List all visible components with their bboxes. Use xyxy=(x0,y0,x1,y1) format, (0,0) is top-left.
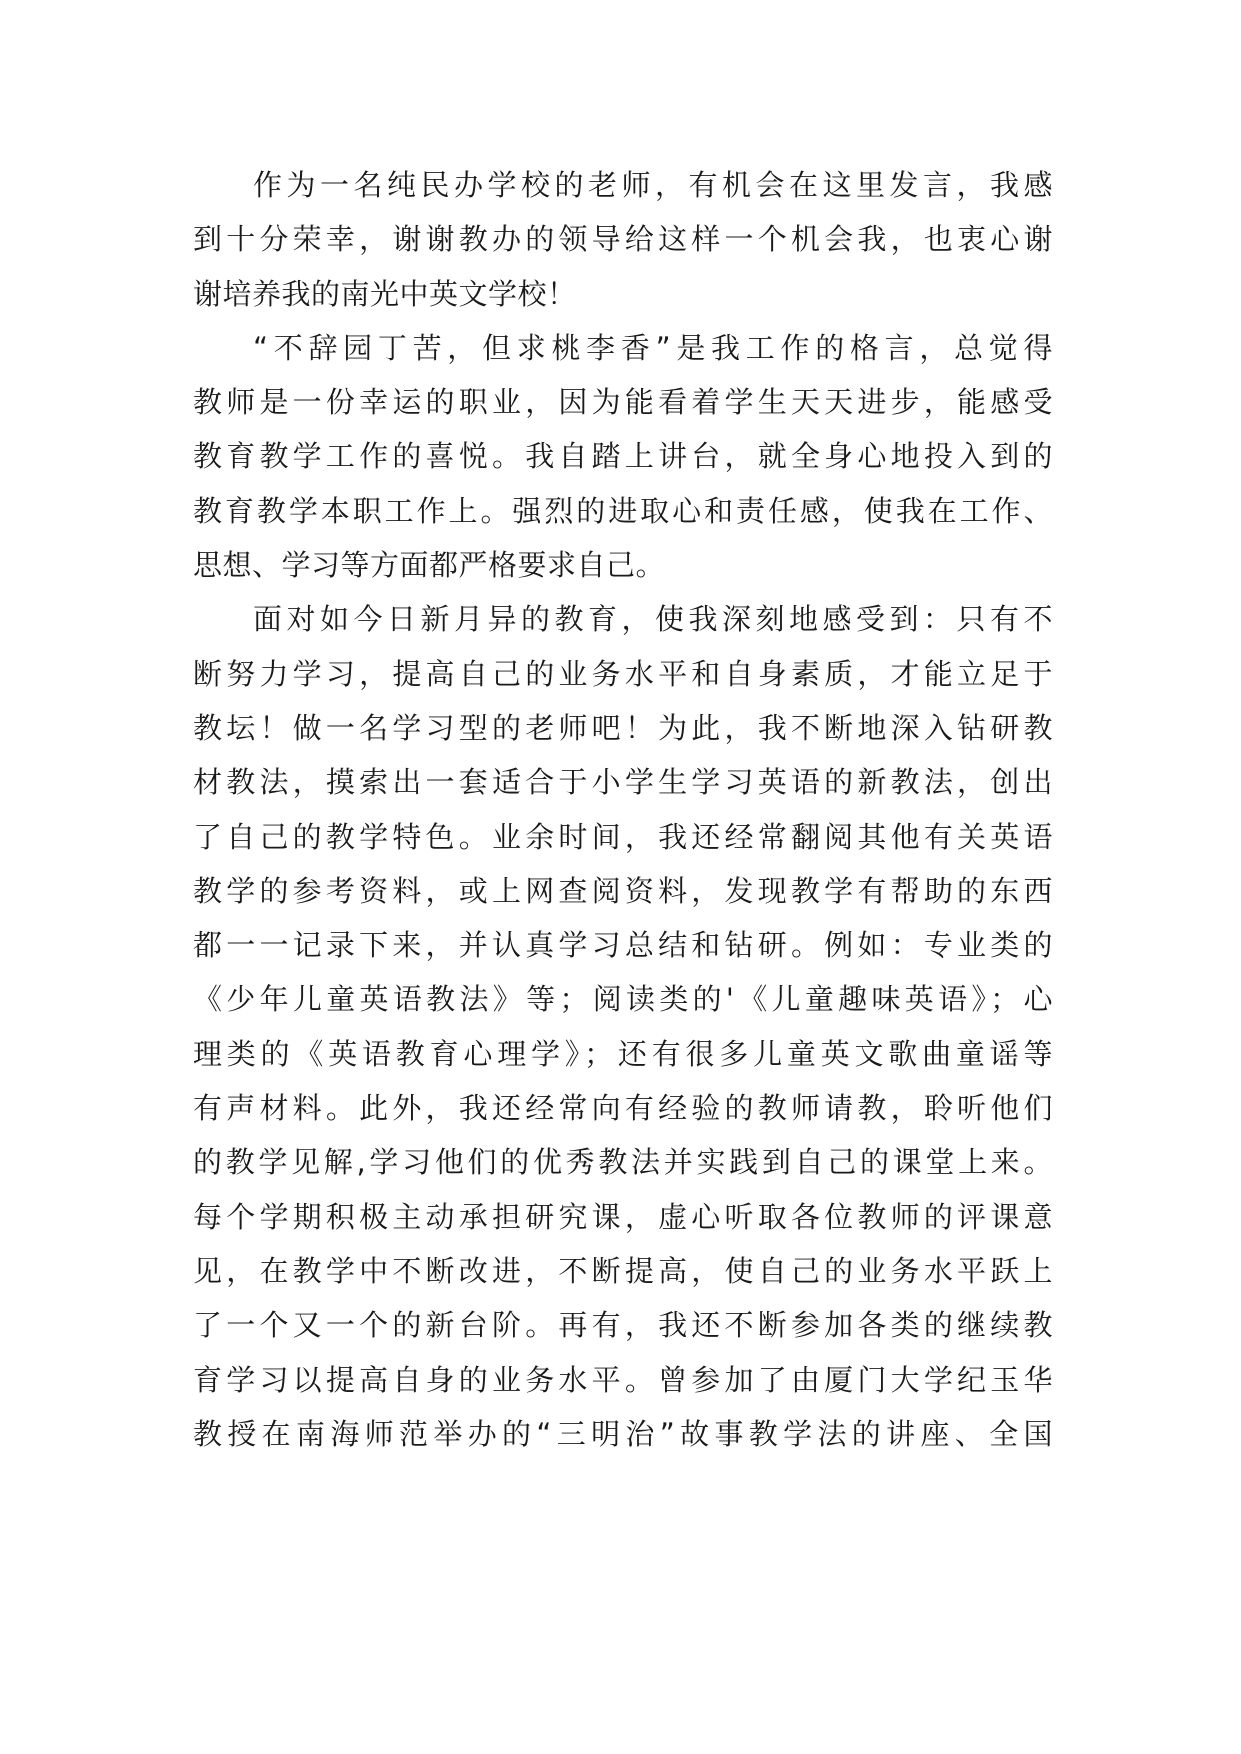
text-line: “不辞园丁苦，但求桃李香”是我工作的格言，总觉得 xyxy=(253,330,1053,365)
text-line: 教授在南海师范举办的“三明治”故事教学法的讲座、全国 xyxy=(193,1416,1053,1451)
text-line: 了自己的教学特色。业余时间，我还经常翻阅其他有关英语 xyxy=(193,819,1053,854)
text-line: 教育教学本职工作上。强烈的进取心和责任感，使我在工作、 xyxy=(193,493,1053,528)
text-line: 教坛！做一名学习型的老师吧！为此，我不断地深入钻研教 xyxy=(193,710,1053,745)
text-line: 材教法，摸索出一套适合于小学生学习英语的新教法，创出 xyxy=(193,765,1053,800)
text-line: 作为一名纯民办学校的老师，有机会在这里发言，我感 xyxy=(253,168,1053,202)
text-line: 教师是一份幸运的职业，因为能看着学生天天进步，能感受 xyxy=(193,385,1053,420)
text-line: 思想、学习等方面都严格要求自己。 xyxy=(193,548,666,583)
text-line: 理类的《英语教育心理学》；还有很多儿童英文歌曲童谣等 xyxy=(193,1036,1053,1071)
text-line: 的教学见解,学习他们的优秀教法并实践到自己的课堂上来。 xyxy=(193,1145,1053,1180)
text-line: 谢培养我的南光中英文学校！ xyxy=(193,276,577,311)
text-line: 育学习以提高自身的业务水平。曾参加了由厦门大学纪玉华 xyxy=(193,1362,1053,1397)
text-line: 面对如今日新月异的教育，使我深刻地感受到：只有不 xyxy=(253,602,1053,637)
text-line: 教育教学工作的喜悦。我自踏上讲台，就全身心地投入到的 xyxy=(193,439,1053,474)
document-body xyxy=(193,158,1053,1461)
text-line: 都一一记录下来，并认真学习总结和钻研。例如：专业类的 xyxy=(193,928,1053,963)
text-line: 见，在教学中不断改进，不断提高，使自己的业务水平跃上 xyxy=(193,1253,1053,1288)
text-line: 《少年儿童英语教法》等；阅读类的'《儿童趣味英语》；心 xyxy=(193,982,1053,1017)
text-line: 断努力学习，提高自己的业务水平和自身素质，才能立足于 xyxy=(193,656,1053,691)
text-line: 到十分荣幸，谢谢教办的领导给这样一个机会我，也衷心谢 xyxy=(193,222,1053,257)
text-line: 有声材料。此外，我还经常向有经验的教师请教，聆听他们 xyxy=(193,1091,1053,1126)
text-line: 每个学期积极主动承担研究课，虚心听取各位教师的评课意 xyxy=(193,1199,1053,1234)
text-line: 教学的参考资料，或上网查阅资料，发现教学有帮助的东西 xyxy=(193,873,1053,908)
text-line: 了一个又一个的新台阶。再有，我还不断参加各类的继续教 xyxy=(193,1308,1053,1343)
